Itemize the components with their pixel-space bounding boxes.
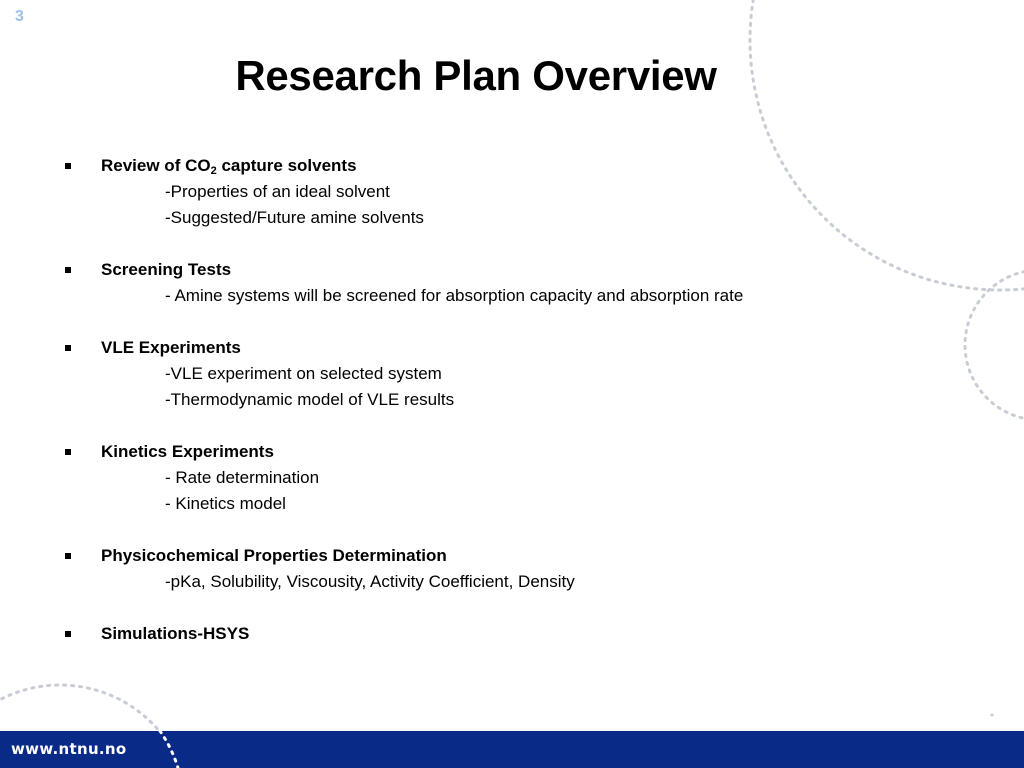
footer-url: www.ntnu.no [11,740,127,758]
section-vle-experiments [62,335,942,413]
sub-item: -Suggested/Future amine solvents [165,208,424,227]
sub-item: - Kinetics model [165,494,286,513]
slide-title: Research Plan Overview [235,52,717,99]
sub-item: -Properties of an ideal solvent [165,182,390,201]
sub-item: -Thermodynamic model of VLE results [165,390,455,409]
bullet-list [62,153,942,673]
dotted-circle-right [965,270,1024,420]
footer-bar [0,731,1024,768]
square-bullet-icon [65,267,71,273]
section-simulations [62,621,942,647]
section-heading: Simulations-HSYS [101,624,250,643]
section-heading: Physicochemical Properties Determination [101,546,447,565]
section-heading: VLE Experiments [101,338,241,357]
small-dot [991,714,994,717]
square-bullet-icon [65,163,71,169]
sub-item: - Rate determination [165,468,320,487]
square-bullet-icon [65,631,71,637]
section-heading: Screening Tests [101,260,232,279]
section-solvent-review [62,153,942,231]
section-heading: Review of $CO_2$ capture solvents [101,156,357,177]
section-physicochemical-properties [62,543,942,595]
section-screening-tests [62,257,942,309]
slide-number: 3 [15,8,24,25]
section-heading: Kinetics Experiments [101,442,274,461]
section-kinetics-experiments [62,439,942,517]
square-bullet-icon [65,345,71,351]
sub-item: -VLE experiment on selected system [165,364,442,383]
square-bullet-icon [65,449,71,455]
sub-item: -pKa, Solubility, Viscousity, Activity Coefficient, Density [165,572,575,591]
sub-item: - Amine systems will be screened for absorption capacity and absorption rate [165,286,744,305]
square-bullet-icon [65,553,71,559]
